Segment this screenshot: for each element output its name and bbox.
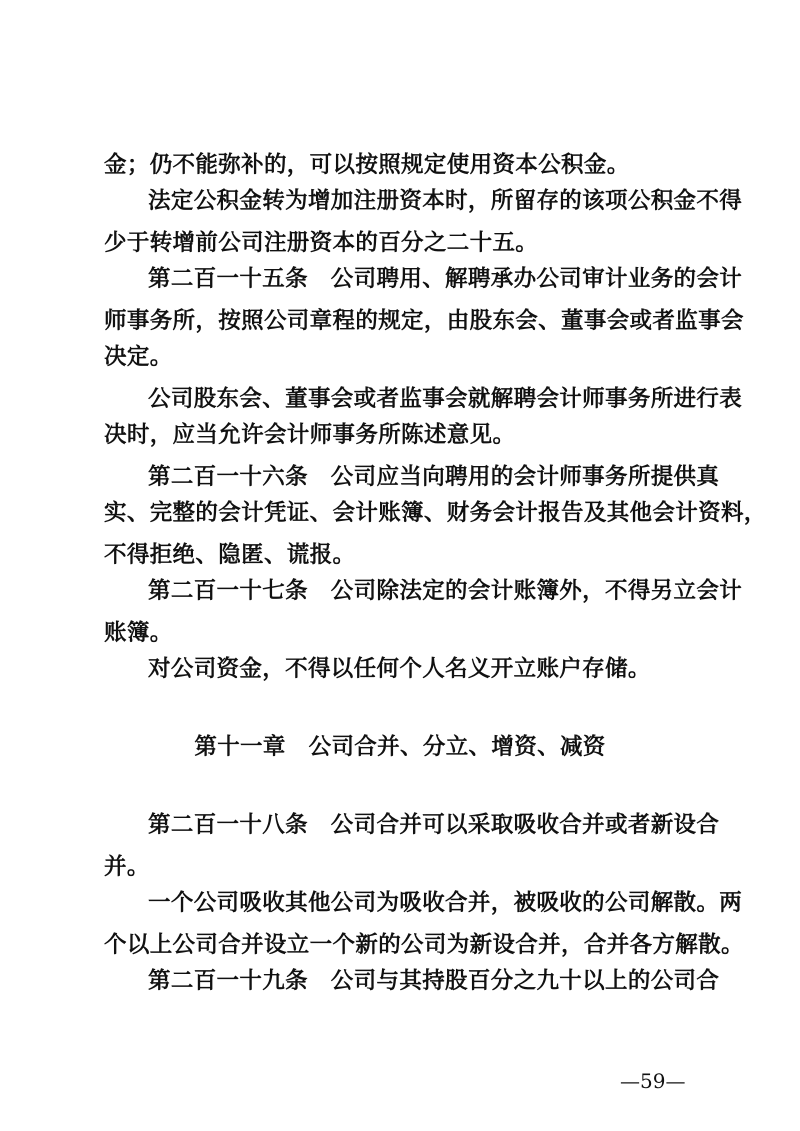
paragraph-line: 决定。 — [104, 344, 173, 370]
article-216-line: 第二百一十六条 公司应当向聘用的会计师事务所提供真 — [148, 464, 720, 490]
paragraph-line: 师事务所，按照公司章程的规定，由股东会、董事会或者监事会 — [104, 308, 744, 334]
paragraph-line: 实、完整的会计凭证、会计账簿、财务会计报告及其他会计资料， — [104, 500, 767, 526]
article-217-line: 第二百一十七条 公司除法定的会计账簿外，不得另立会计 — [148, 578, 743, 604]
paragraph-line: 法定公积金转为增加注册资本时，所留存的该项公积金不得 — [148, 188, 743, 214]
article-218-line: 第二百一十八条 公司合并可以采取吸收合并或者新设合 — [148, 812, 720, 838]
paragraph-line: 个以上公司合并设立一个新的公司为新设合并，合并各方解散。 — [104, 932, 744, 958]
paragraph-line: 不得拒绝、隐匿、谎报。 — [104, 542, 356, 568]
chapter-heading: 第十一章 公司合并、分立、增资、减资 — [194, 734, 606, 760]
article-219-line: 第二百一十九条 公司与其持股百分之九十以上的公司合 — [148, 968, 720, 994]
paragraph-line: 金；仍不能弥补的，可以按照规定使用资本公积金。 — [104, 152, 630, 178]
article-215-line: 第二百一十五条 公司聘用、解聘承办公司审计业务的会计 — [148, 266, 743, 292]
paragraph-line: 决时，应当允许会计师事务所陈述意见。 — [104, 422, 516, 448]
paragraph-line: 对公司资金，不得以任何个人名义开立账户存储。 — [148, 656, 651, 682]
paragraph-line: 一个公司吸收其他公司为吸收合并，被吸收的公司解散。两 — [148, 890, 743, 916]
paragraph-line: 公司股东会、董事会或者监事会就解聘会计师事务所进行表 — [148, 386, 743, 412]
paragraph-line: 少于转增前公司注册资本的百分之二十五。 — [104, 230, 539, 256]
page-number: —59— — [620, 1069, 686, 1093]
paragraph-line: 账簿。 — [104, 620, 173, 646]
paragraph-line: 并。 — [104, 854, 150, 880]
